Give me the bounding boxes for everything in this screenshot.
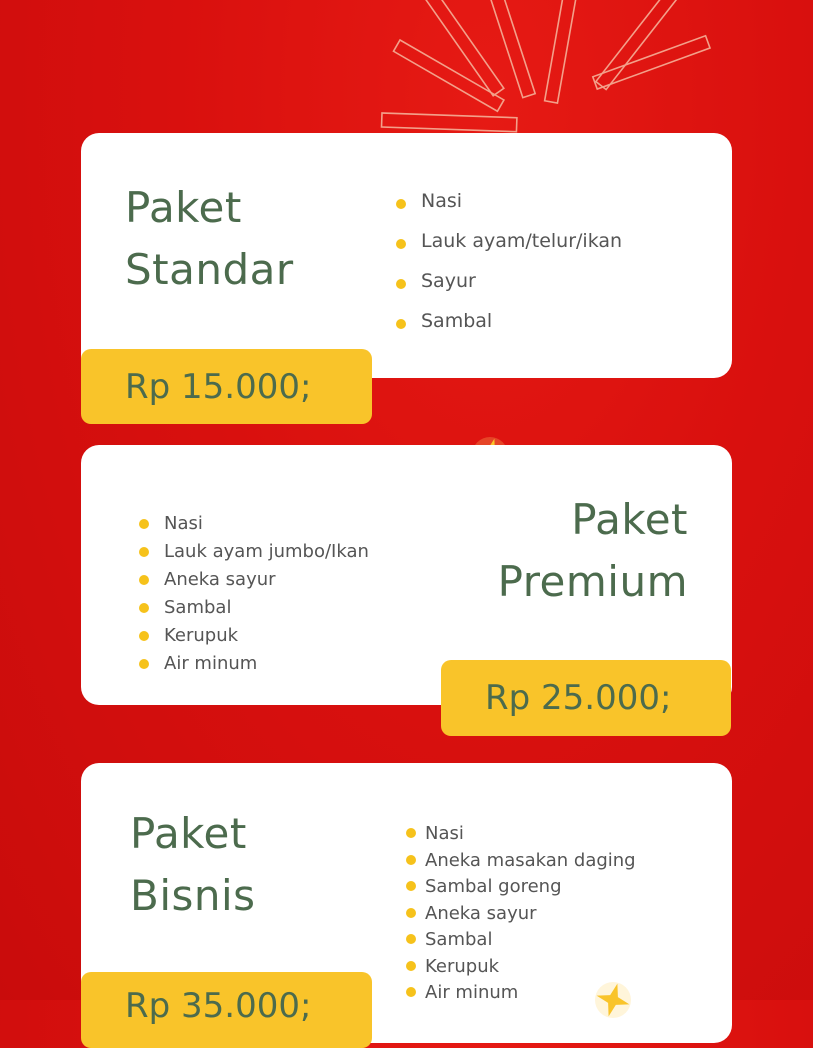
list-item: Aneka sayur [139,569,369,597]
bullet-icon [406,855,416,865]
list-item: Air minum [406,982,636,1009]
sparkle-icon [588,975,638,1025]
bullet-icon [406,934,416,944]
price-badge-bisnis [81,972,372,1048]
price-label: Rp 15.000; [125,366,312,407]
bullet-icon [396,319,406,329]
list-item: Nasi [396,190,622,230]
package-title-line1: Paket [130,809,247,858]
bullet-icon [396,239,406,249]
bullet-icon [139,575,149,585]
price-label: Rp 25.000; [485,678,672,718]
price-badge-standar [81,349,372,424]
bullet-icon [406,987,416,997]
price-badge-premium [441,660,731,736]
bullet-icon [139,603,149,613]
list-item: Aneka masakan daging [406,850,636,877]
bullet-icon [139,547,149,557]
package-title-line1: Paket [571,495,688,544]
list-item: Sambal [406,929,636,956]
list-item: Aneka sayur [406,903,636,930]
package-title-line2: Premium [497,557,688,606]
package-title-line2: Standar [125,245,294,294]
price-label: Rp 35.000; [125,986,312,1026]
bullet-icon [406,881,416,891]
package-item-list [396,190,622,350]
package-title-line1: Paket [125,183,242,232]
package-title [498,489,688,613]
list-item: Sayur [396,270,622,310]
list-item: Nasi [139,513,369,541]
bullet-icon [406,828,416,838]
bullet-icon [396,199,406,209]
bullet-icon [396,279,406,289]
list-item: Sambal [396,310,622,350]
list-item: Lauk ayam jumbo/Ikan [139,541,369,569]
package-title [125,177,294,301]
package-title-line2: Bisnis [130,871,256,920]
bullet-icon [406,961,416,971]
package-card-standar [81,133,732,378]
list-item: Air minum [139,653,369,681]
bullet-icon [139,659,149,669]
bullet-icon [139,519,149,529]
list-item: Lauk ayam/telur/ikan [396,230,622,270]
bullet-icon [406,908,416,918]
sunburst-decoration [360,0,760,140]
list-item: Sambal goreng [406,876,636,903]
package-title [130,803,256,927]
list-item: Nasi [406,823,636,850]
list-item: Sambal [139,597,369,625]
bullet-icon [139,631,149,641]
package-item-list [139,513,369,681]
list-item: Kerupuk [139,625,369,653]
list-item: Kerupuk [406,956,636,983]
